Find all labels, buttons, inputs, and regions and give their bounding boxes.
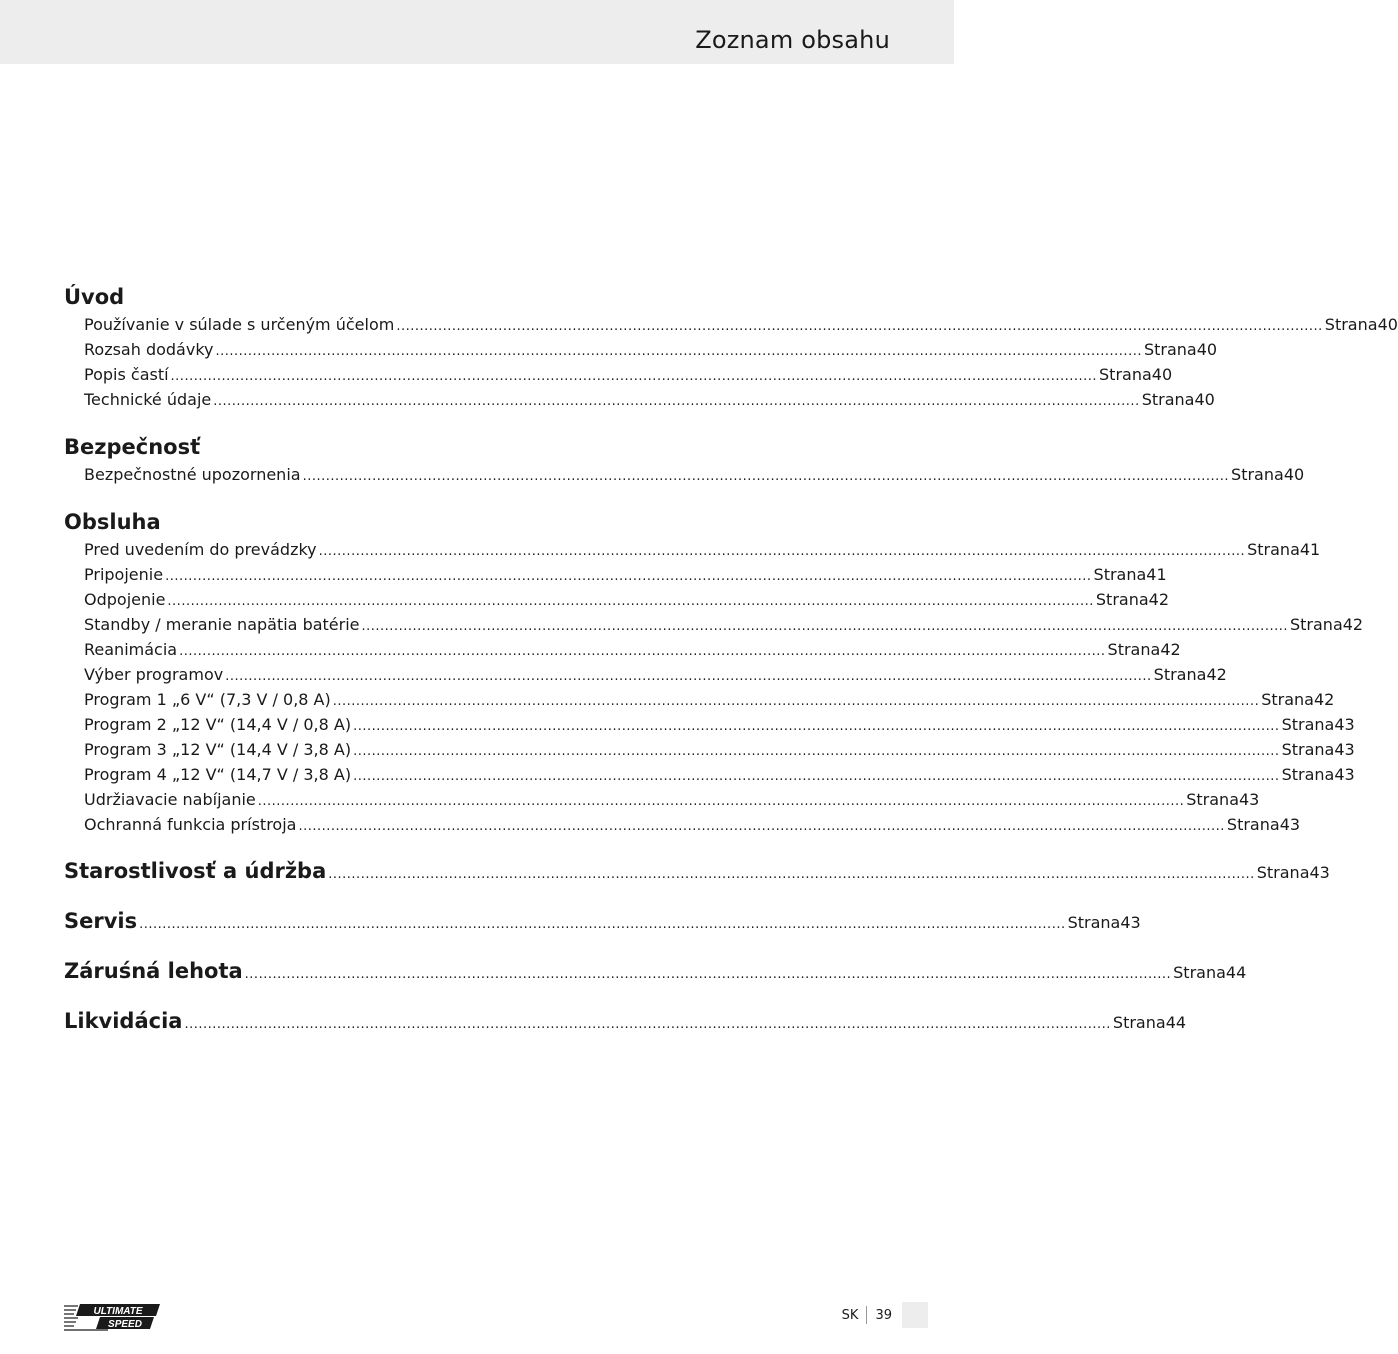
entry-page: 40 (1151, 365, 1173, 384)
toc-entry[interactable] (64, 537, 1321, 562)
toc-top-entry[interactable] (64, 956, 1247, 986)
page-word: Strana (1067, 913, 1121, 932)
entry-page: 43 (1334, 715, 1355, 734)
toc-top-entry[interactable] (64, 1006, 1187, 1036)
logo-text-bottom: SPEED (108, 1319, 142, 1330)
toc-entry[interactable] (64, 687, 1335, 712)
entry-page: 43 (1334, 740, 1355, 759)
leader-dots: ........................................................................................................................................................................................................ (184, 1017, 1111, 1032)
entry-label: Pripojenie (84, 565, 164, 584)
page-word: Strana (1095, 590, 1149, 609)
entry-page: 44 (1165, 1013, 1187, 1032)
entry-page: 41 (1146, 565, 1167, 584)
entry-label: Likvidácia (64, 1009, 183, 1033)
leader-dots: ........................................................................................................................................................................................................ (167, 594, 1094, 609)
toc-entry[interactable] (64, 362, 1173, 387)
page-number: 39 (875, 1307, 892, 1323)
page-word: Strana (1107, 640, 1161, 659)
page-word: Strana (1093, 565, 1147, 584)
entry-page: 43 (1279, 815, 1301, 834)
header-band (0, 0, 954, 64)
page-word: Strana (1281, 715, 1335, 734)
entry-label: Program 1 „6 V“ (7,3 V / 0,8 A) (84, 690, 331, 709)
entry-label: Ochranná funkcia prístroja (84, 815, 297, 834)
entry-label: Používanie v súlade s určeným účelom (84, 315, 395, 334)
page-word: Strana (1256, 863, 1310, 882)
leader-dots: ........................................................................................................................................................................................................ (179, 644, 1106, 659)
leader-dots: ........................................................................................................................................................................................................ (170, 369, 1098, 384)
page-word: Strana (1153, 665, 1207, 684)
footer-tab-box (902, 1302, 928, 1328)
page-word: Strana (1324, 315, 1378, 334)
entry-label: Technické údaje (84, 390, 212, 409)
entry-label: Záruśná lehota (64, 959, 243, 983)
entry-page: 42 (1148, 590, 1170, 609)
section-heading: Obsluha (64, 510, 161, 534)
page-word: Strana (1173, 963, 1226, 982)
toc-entry[interactable] (64, 587, 1170, 612)
toc-top-entry[interactable] (64, 856, 1330, 886)
entry-page: 43 (1120, 913, 1141, 932)
toc-entry[interactable] (64, 462, 1305, 487)
leader-dots: ........................................................................................................................................................................................................ (396, 319, 1323, 334)
entry-label: Udržiavacie nabíjanie (84, 790, 256, 809)
entry-label: Výber programov (84, 665, 224, 684)
entry-page: 42 (1313, 690, 1335, 709)
page-word: Strana (1281, 740, 1335, 759)
entry-page: 43 (1334, 765, 1355, 784)
page-word: Strana (1261, 690, 1314, 709)
leader-dots: ........................................................................................................................................................................................................ (213, 394, 1140, 409)
leader-dots: ........................................................................................................................................................................................................ (353, 719, 1280, 734)
leader-dots: ........................................................................................................................................................................................................ (225, 669, 1152, 684)
leader-dots: ........................................................................................................................................................................................................ (328, 867, 1255, 882)
toc-section-bezpecnost (64, 432, 1305, 487)
entry-label: Servis (64, 909, 138, 933)
leader-dots: ........................................................................................................................................................................................................ (332, 694, 1260, 709)
toc-entry[interactable] (64, 712, 1355, 737)
page-word: Strana (1186, 790, 1239, 809)
entry-label: Starostlivosť a údržba (64, 859, 327, 883)
leader-dots: ........................................................................................................................................................................................................ (318, 544, 1246, 559)
entry-page: 42 (1160, 640, 1181, 659)
page-word: Strana (1281, 765, 1335, 784)
table-of-contents (64, 282, 1398, 1036)
leader-dots: ........................................................................................................................................................................................................ (139, 917, 1066, 932)
toc-entry[interactable] (64, 312, 1398, 337)
entry-page: 40 (1377, 315, 1398, 334)
entry-page: 43 (1239, 790, 1260, 809)
entry-page: 43 (1309, 863, 1330, 882)
language-code: SK (841, 1307, 859, 1323)
page-footer (842, 1306, 892, 1324)
toc-entry[interactable] (64, 637, 1181, 662)
toc-entry[interactable] (64, 762, 1355, 787)
leader-dots: ........................................................................................................................................................................................................ (353, 769, 1280, 784)
leader-dots: ........................................................................................................................................................................................................ (165, 569, 1092, 584)
toc-entry[interactable] (64, 662, 1227, 687)
toc-entry[interactable] (64, 737, 1355, 762)
toc-entry[interactable] (64, 612, 1364, 637)
entry-label: Rozsah dodávky (84, 340, 214, 359)
toc-entry[interactable] (64, 787, 1260, 812)
toc-entry[interactable] (64, 387, 1215, 412)
entry-label: Odpojenie (84, 590, 166, 609)
leader-dots: ........................................................................................................................................................................................................ (353, 744, 1280, 759)
page-word: Strana (1289, 615, 1343, 634)
page-word: Strana (1099, 365, 1152, 384)
leader-dots: ........................................................................................................................................................................................................ (257, 794, 1185, 809)
leader-dots: ........................................................................................................................................................................................................ (298, 819, 1225, 834)
leader-dots: ........................................................................................................................................................................................................ (302, 469, 1230, 484)
entry-label: Popis častí (84, 365, 169, 384)
page-word: Strana (1247, 540, 1300, 559)
entry-page: 44 (1225, 963, 1247, 982)
entry-label: Reanimácia (84, 640, 178, 659)
entry-label: Program 4 „12 V“ (14,7 V / 3,8 A) (84, 765, 352, 784)
entry-page: 41 (1299, 540, 1321, 559)
toc-entry[interactable] (64, 812, 1301, 837)
section-heading: Úvod (64, 285, 125, 309)
entry-page: 42 (1342, 615, 1364, 634)
entry-label: Program 3 „12 V“ (14,4 V / 3,8 A) (84, 740, 352, 759)
section-heading: Bezpečnosť (64, 435, 201, 459)
entry-page: 40 (1196, 340, 1218, 359)
footer-separator (866, 1306, 867, 1324)
leader-dots: ........................................................................................................................................................................................................ (361, 619, 1288, 634)
page-word: Strana (1141, 390, 1195, 409)
entry-label: Pred uvedením do prevádzky (84, 540, 317, 559)
page-word: Strana (1226, 815, 1280, 834)
toc-section-obsluha (64, 507, 1364, 837)
entry-page: 42 (1206, 665, 1227, 684)
entry-label: Program 2 „12 V“ (14,4 V / 0,8 A) (84, 715, 352, 734)
page-word: Strana (1112, 1013, 1166, 1032)
leader-dots: ........................................................................................................................................................................................................ (215, 344, 1142, 359)
logo-text-top: ULTIMATE (93, 1306, 143, 1317)
page-word: Strana (1231, 465, 1284, 484)
entry-label: Bezpečnostné upozornenia (84, 465, 301, 484)
entry-page: 40 (1283, 465, 1305, 484)
page-word: Strana (1143, 340, 1197, 359)
toc-entry[interactable] (64, 562, 1167, 587)
leader-dots: ........................................................................................................................................................................................................ (244, 967, 1172, 982)
entry-label: Standby / meranie napätia batérie (84, 615, 360, 634)
page-title: Zoznam obsahu (695, 26, 890, 54)
ultimate-speed-logo (64, 1302, 162, 1332)
toc-top-entry[interactable] (64, 906, 1141, 936)
toc-section-uvod (64, 282, 1398, 412)
toc-entry[interactable] (64, 337, 1218, 362)
entry-page: 40 (1194, 390, 1215, 409)
